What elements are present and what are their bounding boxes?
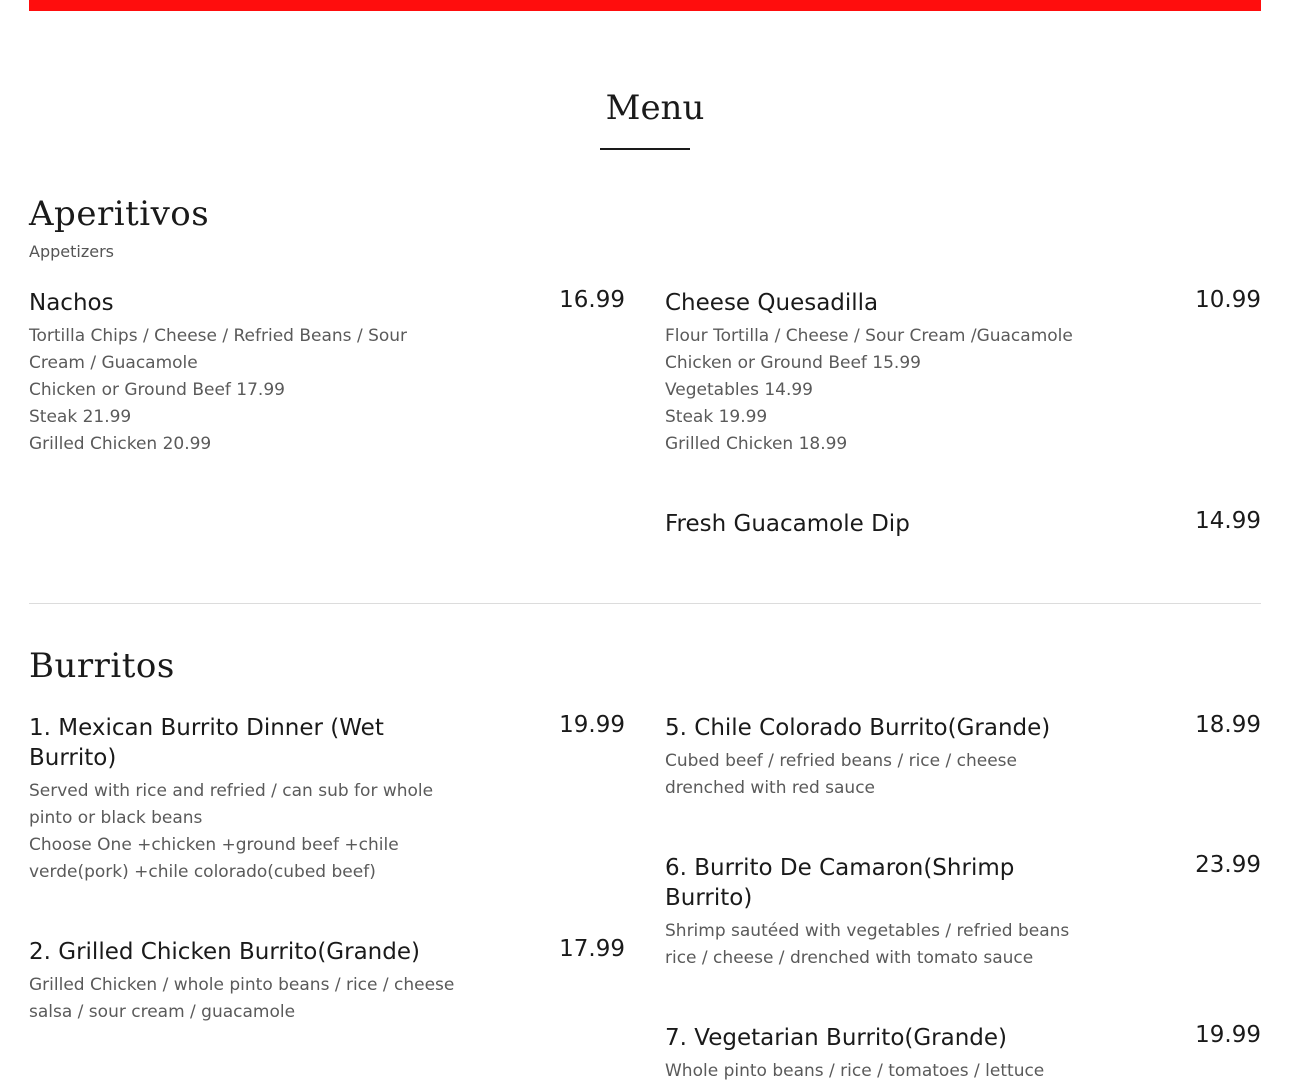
title-underline bbox=[600, 148, 690, 150]
item-price: 19.99 bbox=[559, 712, 625, 738]
item-price: 23.99 bbox=[1195, 852, 1261, 878]
item-name: 5. Chile Colorado Burrito(Grande) bbox=[665, 715, 1051, 741]
item-price: 14.99 bbox=[1195, 508, 1261, 534]
item-name: 7. Vegetarian Burrito(Grande) bbox=[665, 1025, 1008, 1051]
item-description: Whole pinto beans / rice / tomatoes / lettuce bbox=[665, 1061, 1045, 1081]
item-description: Served with rice and refried / can sub for whole pinto or black beans Choose One +chicken +ground beef +chile verde(pork) +chile colorado(cubed beef) bbox=[29, 781, 434, 882]
item-name: Cheese Quesadilla bbox=[665, 290, 879, 316]
item-price: 10.99 bbox=[1195, 287, 1261, 313]
section-title-burritos: Burritos bbox=[29, 646, 175, 686]
item-price: 18.99 bbox=[1195, 712, 1261, 738]
page-title: Menu bbox=[605, 88, 705, 128]
item-name: Nachos bbox=[29, 290, 114, 316]
item-description: Flour Tortilla / Cheese / Sour Cream /Guacamole Chicken or Ground Beef 15.99 Vegetables 14.99 Steak 19.99 Grilled Chicken 18.99 bbox=[665, 326, 1073, 454]
menu-item-cheese-quesadilla bbox=[665, 288, 1261, 458]
menu-item-nachos bbox=[29, 288, 625, 458]
item-name: 1. Mexican Burrito Dinner (Wet Burrito) bbox=[29, 715, 384, 771]
top-accent-bar bbox=[29, 0, 1261, 11]
menu-item-grilled-chicken-burrito bbox=[29, 937, 625, 1026]
menu-item-vegetarian-burrito bbox=[665, 1023, 1261, 1085]
item-name: 6. Burrito De Camaron(Shrimp Burrito) bbox=[665, 855, 1015, 911]
item-name: 2. Grilled Chicken Burrito(Grande) bbox=[29, 939, 420, 965]
section-divider bbox=[29, 603, 1261, 604]
item-price: 17.99 bbox=[559, 936, 625, 962]
section-title-aperitivos: Aperitivos bbox=[29, 194, 210, 234]
menu-item-burrito-de-camaron bbox=[665, 853, 1261, 972]
menu-item-fresh-guacamole-dip bbox=[665, 509, 1261, 539]
item-price: 19.99 bbox=[1195, 1022, 1261, 1048]
item-name: Fresh Guacamole Dip bbox=[665, 511, 910, 537]
section-subtitle-appetizers: Appetizers bbox=[29, 242, 114, 261]
item-description: Cubed beef / refried beans / rice / cheese drenched with red sauce bbox=[665, 751, 1017, 798]
menu-item-chile-colorado-burrito bbox=[665, 713, 1261, 802]
item-description: Shrimp sautéed with vegetables / refried beans rice / cheese / drenched with tomato sauce bbox=[665, 921, 1070, 968]
item-description: Tortilla Chips / Cheese / Refried Beans / Sour Cream / Guacamole Chicken or Ground Beef 17.99 Steak 21.99 Grilled Chicken 20.99 bbox=[29, 326, 408, 454]
item-price: 16.99 bbox=[559, 287, 625, 313]
menu-item-mexican-burrito-dinner bbox=[29, 713, 625, 886]
item-description: Grilled Chicken / whole pinto beans / rice / cheese salsa / sour cream / guacamole bbox=[29, 975, 455, 1022]
